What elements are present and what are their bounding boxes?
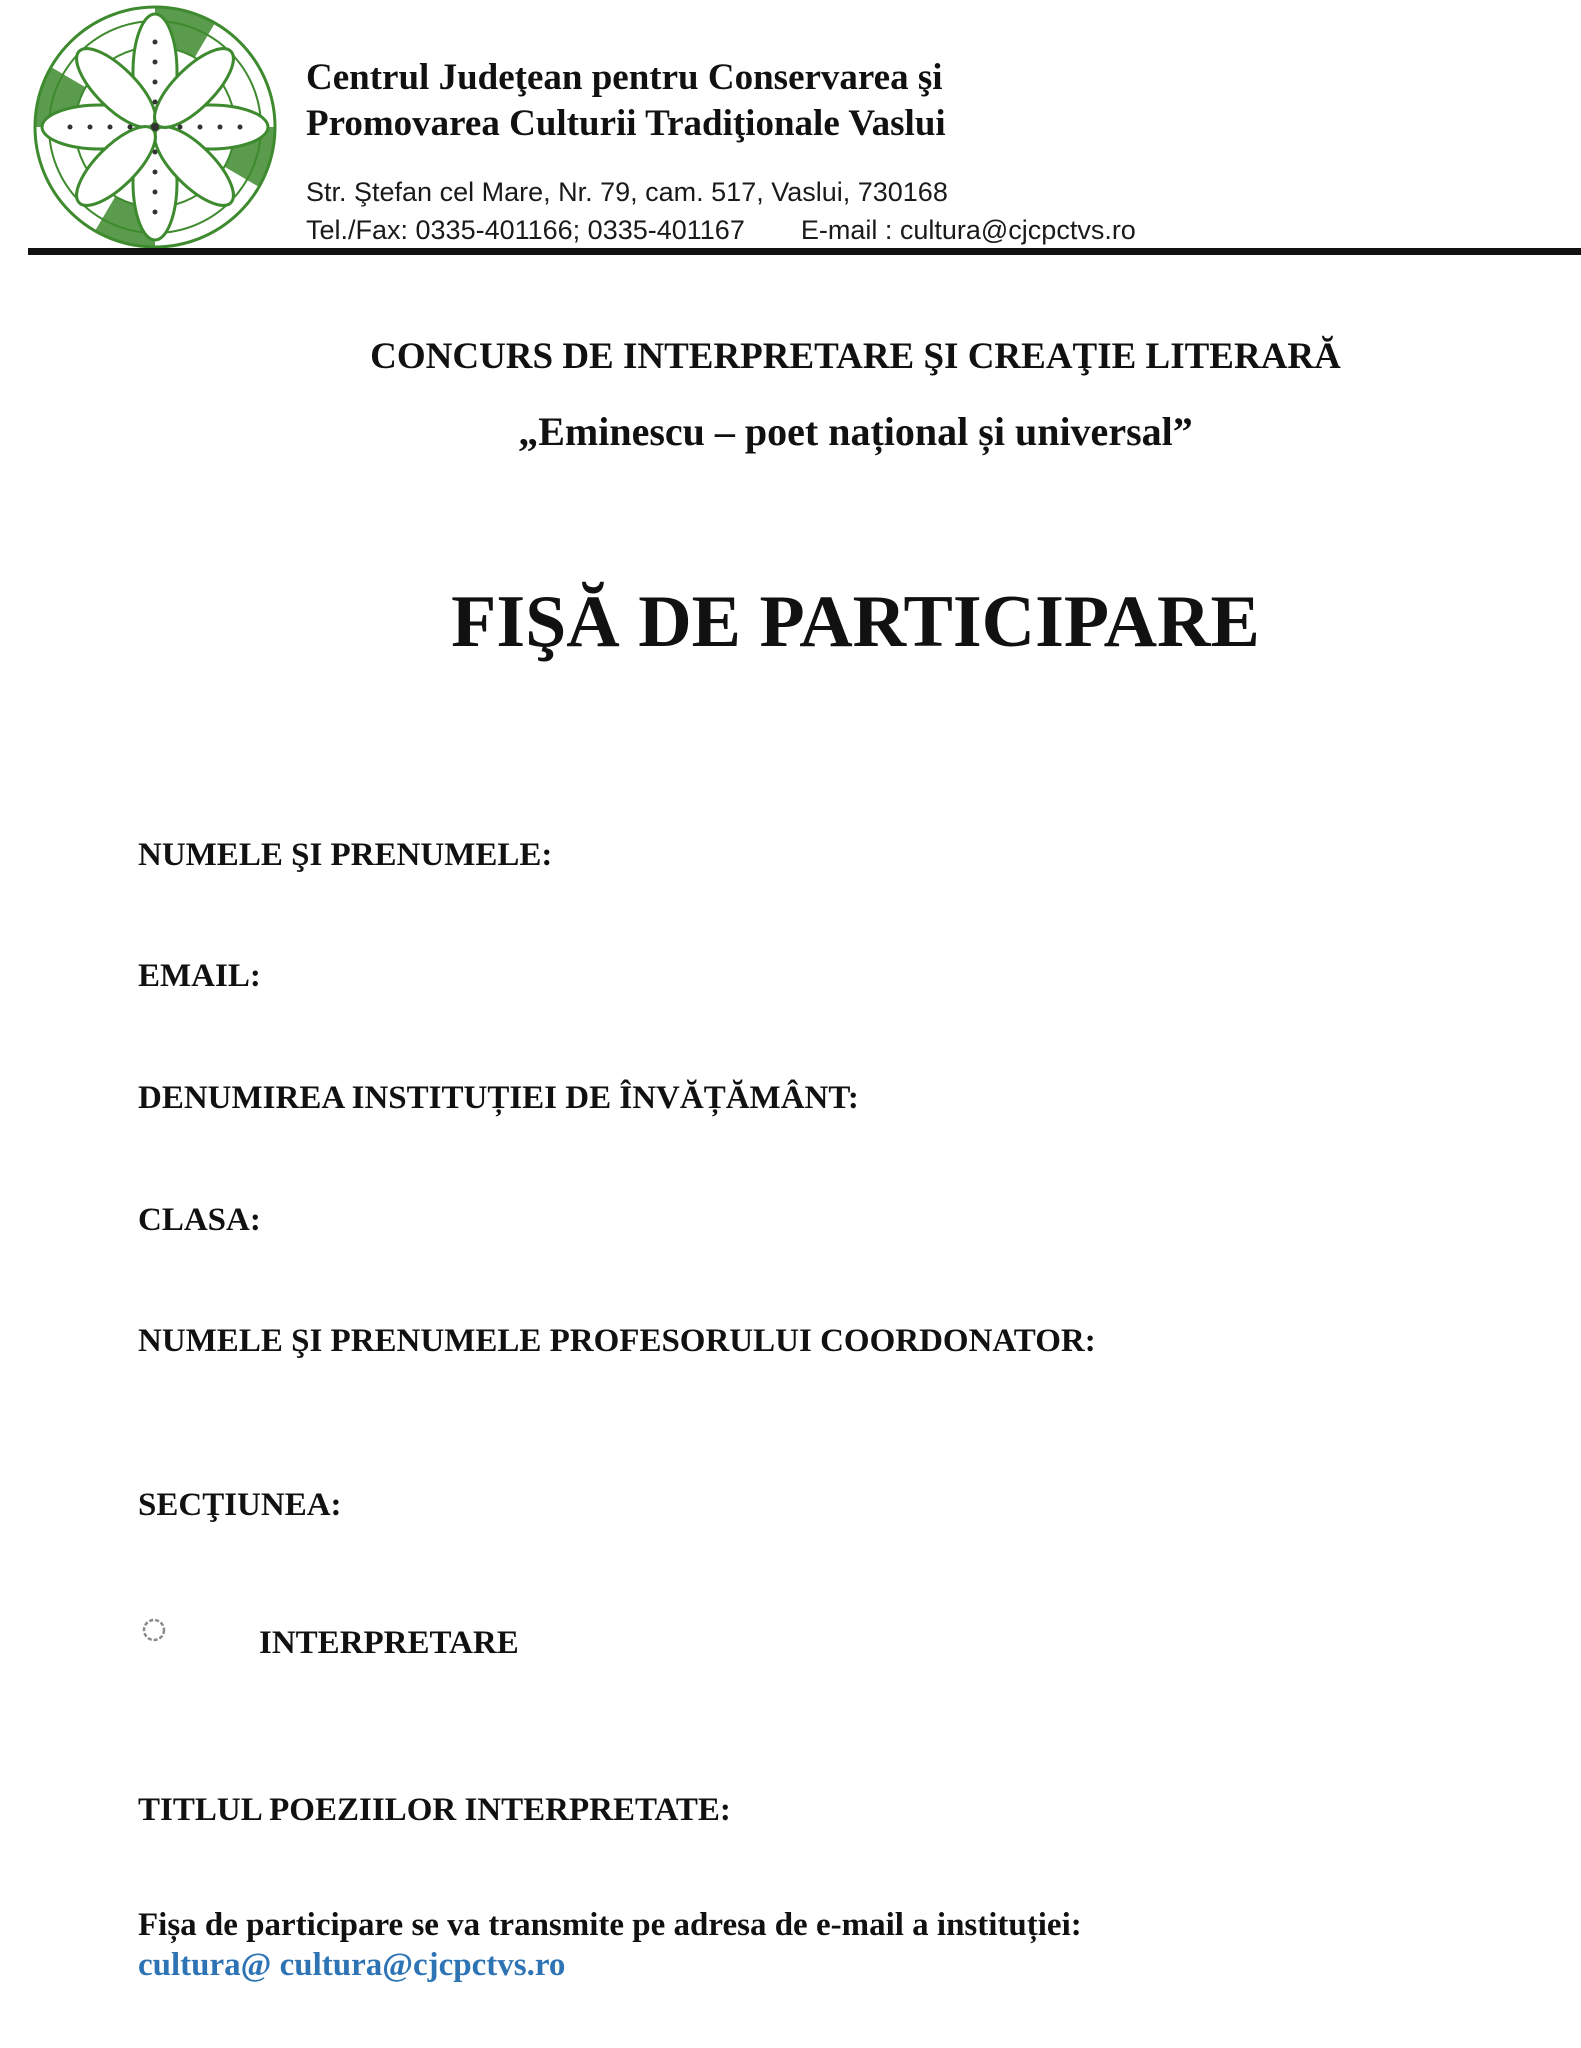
form-title: FIŞĂ DE PARTICIPARE bbox=[451, 581, 1260, 663]
submission-note: Fișa de participare se va transmite pe adresa de e-mail a instituției: bbox=[138, 1907, 1082, 1943]
folk-rosette-logo-icon bbox=[30, 2, 280, 252]
organization-address: Str. Ştefan cel Mare, Nr. 79, cam. 517, Vaslui, 730168 bbox=[306, 177, 948, 207]
field-poems-label: TITLUL POEZIILOR INTERPRETATE: bbox=[138, 1792, 731, 1828]
contest-subtitle: „Eminescu – poet național și universal” bbox=[518, 409, 1193, 454]
section-interpretare-radio[interactable] bbox=[141, 1617, 167, 1643]
header-divider bbox=[28, 248, 1581, 255]
field-section-label: SECŢIUNEA: bbox=[138, 1487, 342, 1523]
contest-title: CONCURS DE INTERPRETARE ŞI CREAŢIE LITERARĂ bbox=[370, 336, 1341, 377]
section-interpretare-label: INTERPRETARE bbox=[259, 1625, 519, 1661]
organization-phone: Tel./Fax: 0335-401166; 0335-401167 bbox=[306, 215, 745, 245]
organization-name-line2: Promovarea Culturii Tradiţionale Vaslui bbox=[306, 103, 946, 144]
organization-contact bbox=[306, 211, 1136, 249]
field-email-label: EMAIL: bbox=[138, 958, 261, 994]
field-teacher-label: NUMELE ŞI PRENUMELE PROFESORULUI COORDONATOR: bbox=[138, 1323, 1096, 1359]
field-name-label: NUMELE ŞI PRENUMELE: bbox=[138, 837, 553, 873]
submission-email-link[interactable]: cultura@ cultura@cjcpctvs.ro bbox=[138, 1947, 566, 1983]
organization-name bbox=[306, 55, 946, 147]
organization-email: E-mail : cultura@cjcpctvs.ro bbox=[800, 215, 1136, 245]
organization-name-line1: Centrul Judeţean pentru Conservarea şi bbox=[306, 57, 943, 98]
field-institution-label: DENUMIREA INSTITUȚIEI DE ÎNVĂȚĂMÂNT: bbox=[138, 1080, 859, 1116]
field-class-label: CLASA: bbox=[138, 1202, 261, 1238]
